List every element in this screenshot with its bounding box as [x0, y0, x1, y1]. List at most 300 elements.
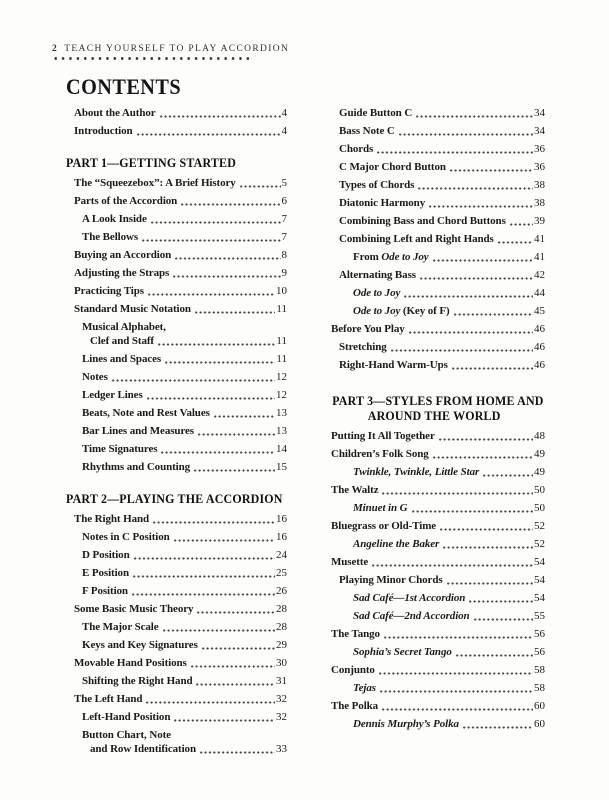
toc-entry-line: [82, 461, 287, 473]
toc-column-right: [323, 107, 545, 736]
toc-page-number: 46: [534, 341, 545, 353]
toc-page-number: 4: [281, 125, 287, 137]
toc-entry-label: [82, 729, 171, 741]
toc-entry-label: [331, 520, 436, 532]
toc-page-number: 36: [534, 161, 545, 173]
toc-entry-label: [331, 448, 429, 460]
entry-text: A Look Inside: [82, 213, 147, 225]
toc-page-number: 55: [534, 610, 545, 622]
toc-entry-line: [74, 107, 287, 119]
toc-entry-label: [331, 430, 435, 442]
dot-leader: [442, 546, 533, 549]
toc-entry-line: [339, 269, 545, 281]
dot-leader: [462, 726, 533, 729]
toc-entry-line: [331, 628, 545, 640]
entry-text: Chords: [339, 143, 374, 155]
dot-leader: [432, 456, 533, 459]
toc-page-number: 33: [276, 743, 287, 755]
entry-text: Standard Music Notation: [74, 303, 191, 315]
toc-section: [323, 107, 545, 371]
toc-entry-label: [74, 107, 156, 119]
dot-leader: [432, 259, 533, 262]
toc-entry-line: [82, 675, 287, 687]
toc-entry: [66, 407, 287, 419]
entry-text: Right-Hand Warm-Ups: [339, 359, 448, 371]
toc-page-number: 11: [276, 335, 287, 347]
toc-page-number: 6: [281, 195, 287, 207]
dot-leader: [371, 564, 533, 567]
toc-page-number: 10: [276, 285, 287, 297]
toc-entry: [323, 107, 545, 119]
dot-leader: [146, 397, 275, 400]
toc-entry: [323, 305, 545, 317]
toc-page-number: 13: [276, 425, 287, 437]
toc-entry: [323, 466, 545, 478]
entry-text: Introduction: [74, 125, 133, 137]
toc-entry-label: [339, 143, 373, 155]
song-title-text: Ode to Joy: [353, 305, 401, 317]
toc-entry-label: [82, 321, 166, 333]
toc-page-number: 7: [281, 213, 287, 225]
toc-entry-label: [331, 556, 368, 568]
dotted-rule: [52, 56, 253, 61]
toc-entry: [66, 231, 287, 243]
toc-entry-line: [82, 639, 287, 651]
dot-leader: [497, 241, 533, 244]
toc-entry-label: [353, 682, 376, 694]
dot-leader: [201, 647, 275, 650]
toc-page-number: 58: [534, 682, 545, 694]
dot-leader: [417, 187, 533, 190]
toc-entry-label: [353, 502, 408, 514]
toc-page-number: 49: [534, 448, 545, 460]
toc-entry-line: [353, 287, 545, 299]
toc-entry-line: [331, 520, 545, 532]
dot-leader: [455, 654, 533, 657]
entry-text: The Left Hand: [74, 693, 143, 705]
toc-entry-line: [82, 407, 287, 419]
toc-page-number: 28: [276, 603, 287, 615]
part-heading-line: [66, 155, 287, 170]
running-head: [52, 44, 591, 54]
toc-entry-label: [74, 513, 149, 525]
toc-entry-label: [74, 693, 142, 705]
toc-entry-label: [82, 567, 129, 579]
entry-text: Notes: [82, 371, 108, 383]
toc-entry-label: [353, 592, 465, 604]
toc-entry: [323, 179, 545, 191]
toc-entry: [66, 267, 287, 279]
entry-text: The “Squeezebox”: A Brief History: [74, 177, 236, 189]
toc-page-number: 38: [534, 179, 545, 191]
dot-leader: [419, 277, 533, 280]
entry-text: Bluegrass or Old-Time: [331, 520, 437, 532]
toc-entry-label: [90, 743, 196, 755]
toc-entry-label: [82, 371, 108, 383]
song-title-text: Tejas: [353, 682, 376, 694]
toc-entry-line: [339, 574, 545, 586]
toc-entry-line: [353, 305, 545, 317]
toc-entry-line: [82, 567, 287, 579]
toc-entry-line: [74, 513, 287, 525]
entry-text: Button Chart, Note: [82, 729, 171, 741]
dot-leader: [131, 593, 275, 596]
song-title-text: Sad Café—1st Accordion: [353, 592, 466, 604]
toc-entry-line: [353, 538, 545, 550]
entry-text: E Position: [82, 567, 129, 579]
toc-entry: [323, 233, 545, 245]
toc-entry: [323, 143, 545, 155]
toc-entry: [323, 664, 545, 676]
dot-leader: [398, 133, 533, 136]
song-title-text: Twinkle, Twinkle, Little Star: [353, 466, 480, 478]
toc-page-number: 24: [276, 549, 287, 561]
toc-entry: [323, 161, 545, 173]
entry-text: Notes in C Position: [82, 531, 170, 543]
toc-entry-line: [353, 646, 545, 658]
toc-section: [66, 491, 287, 755]
toc-entry-label: [339, 179, 414, 191]
toc-entry: [323, 682, 545, 694]
part-heading-line: [66, 491, 287, 506]
toc-page-number: 26: [276, 585, 287, 597]
dot-leader: [449, 169, 533, 172]
toc-page-number: 54: [534, 556, 545, 568]
entry-text: Putting It All Together: [331, 430, 435, 442]
dot-leader: [136, 133, 281, 136]
toc-entry: [323, 610, 545, 622]
toc-entry-line: [331, 448, 545, 460]
toc-entry-line: [82, 621, 287, 633]
dot-leader: [199, 751, 275, 754]
dot-leader: [141, 239, 280, 242]
toc-entry-line: [82, 231, 287, 243]
entry-text: Beats, Note and Rest Values: [82, 407, 210, 419]
toc-entry-label: [331, 700, 378, 712]
toc-page-number: 48: [534, 430, 545, 442]
dot-leader: [411, 510, 533, 513]
toc-section: [66, 155, 287, 473]
toc-entry: [323, 251, 545, 263]
toc-page-number: 45: [534, 305, 545, 317]
toc-page-number: 60: [534, 700, 545, 712]
dot-leader: [197, 433, 275, 436]
toc-entry-line: [74, 693, 287, 705]
toc-page-number: 60: [534, 718, 545, 730]
toc-entry-label: [82, 639, 198, 651]
toc-entry-line: [339, 125, 545, 137]
entry-text: Bar Lines and Measures: [82, 425, 194, 437]
toc-entry-line: [74, 285, 287, 297]
entry-text: Combining Bass and Chord Buttons: [339, 215, 506, 227]
toc-entry-line: [353, 682, 545, 694]
part-heading: [323, 393, 545, 423]
page-number: 2: [52, 44, 58, 54]
dot-leader: [132, 575, 275, 578]
contents-block: [66, 74, 591, 761]
toc-page-number: 56: [534, 628, 545, 640]
toc-entry-line: [339, 179, 545, 191]
toc-entry-line: [331, 700, 545, 712]
toc-entry-label: [90, 335, 154, 347]
entry-text: Clef and Staff: [90, 335, 154, 347]
dot-leader: [159, 115, 281, 118]
toc-entry: [66, 425, 287, 437]
part-heading: [66, 155, 287, 170]
song-title-text: Angeline the Baker: [353, 538, 440, 550]
entry-text: Stretching: [339, 341, 387, 353]
toc-page-number: 44: [534, 287, 545, 299]
toc-entry: [66, 285, 287, 297]
toc-page-number: 52: [534, 538, 545, 550]
toc-entry-line: [74, 177, 287, 189]
toc-entry-label: [339, 125, 395, 137]
toc-entry-label: [353, 538, 439, 550]
toc-page-number: 12: [276, 389, 287, 401]
dot-leader: [196, 611, 275, 614]
dot-leader: [162, 629, 275, 632]
toc-page-number: 11: [276, 303, 287, 315]
toc-entry: [323, 718, 545, 730]
toc-entry: [323, 592, 545, 604]
toc-entry-label: [331, 664, 375, 676]
toc-entry-label: [331, 323, 405, 335]
toc-entry-line: [74, 249, 287, 261]
toc-entry: [323, 574, 545, 586]
toc-entry: [323, 700, 545, 712]
book-title: TEACH YOURSELF TO PLAY ACCORDION: [64, 44, 290, 54]
entry-text: Combining Left and Right Hands: [339, 233, 494, 245]
toc-page-number: 11: [276, 353, 287, 365]
entry-text: D Position: [82, 549, 130, 561]
toc-page-number: 50: [534, 484, 545, 496]
entry-text: The Polka: [331, 700, 379, 712]
toc-entry-label: [353, 610, 470, 622]
toc-entry-label: [353, 287, 400, 299]
toc-entry: [66, 443, 287, 455]
toc-entry-label: [353, 646, 452, 658]
toc-entry-line: [82, 549, 287, 561]
entry-text: Keys and Key Signatures: [82, 639, 198, 651]
entry-text: About the Author: [74, 107, 156, 119]
toc-page-number: 42: [534, 269, 545, 281]
toc-entry-line: [339, 161, 545, 173]
entry-text: Before You Play: [331, 323, 405, 335]
toc-page-number: 16: [276, 513, 287, 525]
toc-entry-label: [339, 341, 387, 353]
toc-entry-line: [339, 359, 545, 371]
dot-leader: [195, 683, 275, 686]
toc-page-number: 4: [281, 107, 287, 119]
toc-entry-label: [339, 574, 443, 586]
dot-leader: [451, 367, 533, 370]
toc-entry: [323, 215, 545, 227]
dot-leader: [438, 438, 533, 441]
toc-page-number: 41: [534, 251, 545, 263]
entry-text: Children’s Folk Song: [331, 448, 429, 460]
song-title-text: Sophia’s Secret Tango: [353, 646, 452, 658]
toc-entry: [66, 675, 287, 687]
dot-leader: [213, 415, 275, 418]
toc-entry: [66, 639, 287, 651]
song-title-text: Sad Café—2nd Accordion: [353, 610, 470, 622]
toc-entry-line: [82, 335, 287, 347]
toc-entry-label: [339, 161, 446, 173]
dot-leader: [239, 185, 281, 188]
entry-text: Rhythms and Counting: [82, 461, 191, 473]
toc-entry: [66, 711, 287, 723]
toc-entry: [66, 603, 287, 615]
toc-entry: [323, 520, 545, 532]
dot-leader: [133, 557, 275, 560]
toc-entry-label: [339, 359, 448, 371]
toc-entry-line: [82, 371, 287, 383]
song-title-text: Dennis Murphy’s Polka: [353, 718, 459, 730]
toc-entry: [323, 197, 545, 209]
toc-page-number: 34: [534, 107, 545, 119]
song-title-text: Ode to Joy: [353, 287, 401, 299]
toc-entry: [66, 195, 287, 207]
toc-entry: [323, 323, 545, 335]
entry-text: Time Signatures: [82, 443, 158, 455]
toc-entry: [66, 249, 287, 261]
toc-entry: [323, 341, 545, 353]
toc-entry: [66, 585, 287, 597]
dot-leader: [180, 203, 280, 206]
dot-leader: [145, 701, 275, 704]
toc-entry-line: [82, 729, 287, 741]
part-heading-line: [323, 408, 545, 423]
dot-leader: [379, 690, 533, 693]
dot-leader: [509, 223, 533, 226]
toc-page-number: 32: [276, 711, 287, 723]
song-title-text: Ode to Joy: [381, 251, 429, 263]
toc-entry-line: [74, 125, 287, 137]
toc-entry: [66, 371, 287, 383]
dot-leader: [378, 672, 533, 675]
toc-entry-line: [74, 195, 287, 207]
toc-entry-label: [82, 389, 143, 401]
toc-entry-line: [353, 718, 545, 730]
toc-entry-label: [331, 484, 378, 496]
dot-leader: [157, 343, 275, 346]
toc-entry: [323, 556, 545, 568]
dot-leader: [408, 331, 533, 334]
toc-entry-line: [331, 484, 545, 496]
toc-page-number: 25: [276, 567, 287, 579]
toc-entry: [66, 389, 287, 401]
toc-entry-label: [339, 215, 506, 227]
toc-entry: [323, 125, 545, 137]
song-title-text: Minuet in G: [353, 502, 408, 514]
toc-entry-line: [82, 743, 287, 755]
entry-text: Left-Hand Position: [82, 711, 171, 723]
toc-entry-line: [82, 443, 287, 455]
toc-entry: [66, 107, 287, 119]
toc-entry-line: [331, 323, 545, 335]
dot-leader: [453, 313, 533, 316]
toc-entry: [66, 729, 287, 755]
toc-entry-line: [353, 502, 545, 514]
entry-text: Movable Hand Positions: [74, 657, 187, 669]
toc-entry-line: [339, 233, 545, 245]
toc-entry: [323, 502, 545, 514]
toc-entry-line: [339, 143, 545, 155]
dot-leader: [376, 151, 533, 154]
toc-entry-line: [74, 303, 287, 315]
toc-entry: [66, 321, 287, 347]
toc-page-number: 12: [276, 371, 287, 383]
part-heading-text: PART 3—STYLES FROM HOME AND: [332, 393, 544, 408]
toc-entry-label: [331, 628, 380, 640]
toc-page-number: 32: [276, 693, 287, 705]
dot-leader: [428, 205, 533, 208]
dot-leader: [381, 708, 533, 711]
dot-leader: [193, 469, 275, 472]
dot-leader: [172, 275, 280, 278]
entry-text: The Bellows: [82, 231, 139, 243]
toc-entry: [323, 269, 545, 281]
entry-text: Alternating Bass: [339, 269, 416, 281]
entry-text: Playing Minor Chords: [339, 574, 443, 586]
toc-page-number: 31: [276, 675, 287, 687]
toc-entry-label: [82, 549, 130, 561]
entry-text: The Tango: [331, 628, 380, 640]
toc-entry-label: [353, 251, 429, 263]
toc-entry-label: [339, 269, 416, 281]
toc-page-number: 7: [281, 231, 287, 243]
toc-entry-label: [74, 249, 171, 261]
toc-entry: [66, 177, 287, 189]
toc-entry-label: [82, 531, 170, 543]
toc-entry: [66, 513, 287, 525]
toc-entry: [66, 213, 287, 225]
toc-entry-line: [353, 466, 545, 478]
toc-section: [66, 107, 287, 137]
entry-text: Guide Button C: [339, 107, 413, 119]
toc-page-number: 54: [534, 592, 545, 604]
part-heading: [66, 491, 287, 506]
toc-columns: [66, 107, 591, 761]
toc-page-number: 36: [534, 143, 545, 155]
dot-leader: [473, 618, 533, 621]
toc-page-number: 56: [534, 646, 545, 658]
dot-leader: [390, 349, 533, 352]
dot-leader: [194, 311, 276, 314]
entry-text: The Major Scale: [82, 621, 159, 633]
entry-text: Types of Chords: [339, 179, 415, 191]
toc-page-number: 8: [281, 249, 287, 261]
part-heading-line: [323, 393, 545, 408]
toc-entry: [66, 657, 287, 669]
entry-text: Musette: [331, 556, 369, 568]
entry-text: F Position: [82, 585, 128, 597]
entry-text: Lines and Spaces: [82, 353, 162, 365]
toc-entry-line: [82, 213, 287, 225]
toc-page-number: 5: [281, 177, 287, 189]
entry-text: Conjunto: [331, 664, 375, 676]
toc-entry-line: [82, 321, 287, 333]
dot-leader: [164, 361, 275, 364]
toc-entry-label: [74, 657, 187, 669]
toc-entry: [323, 359, 545, 371]
toc-entry-label: [82, 407, 210, 419]
toc-page-number: 50: [534, 502, 545, 514]
entry-text: Some Basic Music Theory: [74, 603, 194, 615]
toc-entry-line: [331, 556, 545, 568]
entry-text: (Key of F): [400, 305, 450, 317]
toc-entry: [323, 538, 545, 550]
